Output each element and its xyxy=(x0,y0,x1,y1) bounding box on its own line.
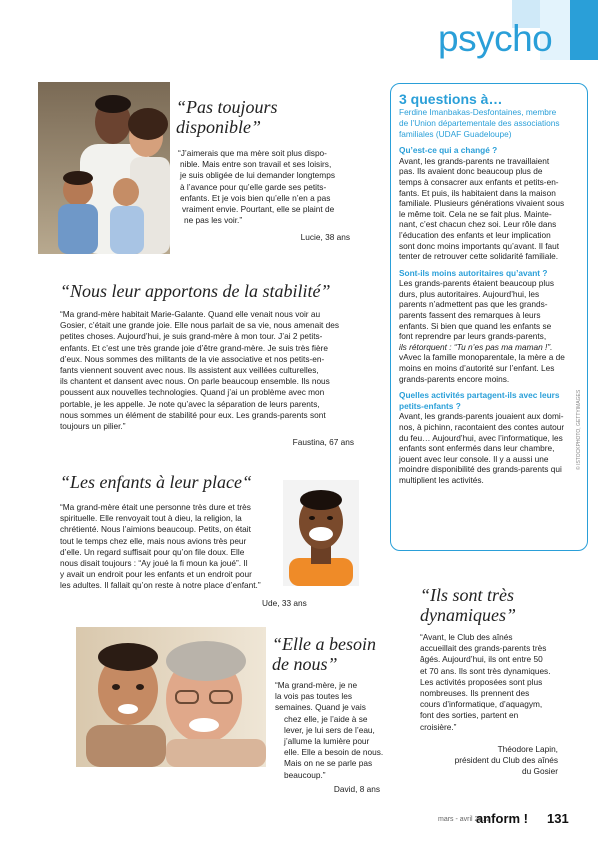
photo-credit: © ISTOCKPHOTO, GETTYIMAGES xyxy=(576,389,582,470)
quote2-signature: Faustina, 67 ans xyxy=(292,437,354,447)
quote1-title: “Pas toujours disponible” xyxy=(176,97,278,138)
sidebar-title: 3 questions à… xyxy=(399,91,503,107)
sidebar-question-1: Qu’est-ce qui a changé ? xyxy=(399,145,498,156)
sidebar-answer-2: Les grands-parents étaient beaucoup plus durs, plus autoritaires. Aujourd’hui, les parents n’admettent pas que les grands- parents fassent des remarques à leurs enfants. Si bien que quand les enfants se font reprendre par leurs grands-parents, ils rétorquent : “Tu n’es pas ma maman !”. vAvec la famille monoparentale, la mère a de moins en moins d’autorité sur l’enfant. Les grands-parents encore moins. xyxy=(399,278,565,384)
sidebar-answer-1: Avant, les grands-parents ne travaillaient pas. Ils avaient donc beaucoup plus de temps à consacrer aux enfants et petits-en- fants. Et puis, ils habitaient dans la maison familiale. Plusieurs générations vivaient sous le même toit. Cela ne se fait plus. Mainte- nant, c’est chacun chez soi. Leur rôle dans l’éducation des enfants et leur implication sont donc moins importants qu’avant. Il faut tenter de retrouver cette solidarité familiale. xyxy=(399,155,565,262)
quote1-body: “J’aimerais que ma mère soit plus dispo- nible. Mais entre son travail et ses loisirs, je suis obligée de lui demander longtemps à l’avance pour qu’elle garde ses petits- enfants. Et je vois bien qu’elle n’en a pas vraiment envie. Pourtant, elle se plaint de ne pas les voir.” xyxy=(178,148,335,226)
sidebar-answer-3: Avant, les grands-parents jouaient aux domi- nos, à pichinn, racontaient des contes autour du feu… Aujourd’hui, avec l’informatique, les enfants sont enfermés dans leur chambre, jouent avec leur console. Il y a aussi une moindre disponibilité des grands-parents qui multiplient les activités. xyxy=(399,411,565,485)
quote4-body: “Ma grand-mère, je ne la vois pas toutes les semaines. Quand je vais chez elle, je l’aide à se lever, je lui sers de l’eau, j’allume la lumière pour elle. Elle a besoin de nous. Mais on ne se parle pas beaucoup.” xyxy=(275,680,384,780)
quote4-title: “Elle a besoin de nous” xyxy=(272,634,376,675)
quote5-signature: Théodore Lapin, président du Club des aînés du Gosier xyxy=(454,744,558,777)
footer-brand: anform ! xyxy=(476,811,528,826)
sidebar-intro: Ferdine Imanbakas-Desfontaines, membre de l’Union départementale des associations familiales (UDAF Guadeloupe) xyxy=(399,107,560,139)
quote1-signature: Lucie, 38 ans xyxy=(300,232,350,242)
quote3-title: “Les enfants à leur place“ xyxy=(60,472,252,492)
quote5-body: “Avant, le Club des aînés accueillait des grands-parents très âgés. Aujourd’hui, ils ont entre 50 et 70 ans. Ils sont très dynamiques. Les activités proposées sont plus nombreuses. Ils prennent des cours d’informatique, d’aquagym, font des sorties, partent en croisière.” xyxy=(420,632,551,732)
quote5-title: “Ils sont très dynamiques” xyxy=(420,585,516,626)
man-photo xyxy=(283,480,359,586)
quote4-signature: David, 8 ans xyxy=(333,784,380,794)
section-title: psycho xyxy=(438,18,553,59)
quote2-body: “Ma grand-mère habitait Marie-Galante. Quand elle venait nous voir au Gosier, c’était une grande joie. Elle nous parlait de sa vie, nous amenait des petites choses. Aujourd’hui, je suis grand-mère à mon tour. J’ai 2 petits- enfants. Et c’est une très grande joie d’être grand-mère. Je suis très fière d’eux. Nous sommes des militants de la vie associative et nos petits-en- fants viennent souvent avec nous. Ils assistent aux veillées culturelles, ils chantent et dansent avec nous. On parle beaucoup ensemble. Ils nous poussent aux nouvelles technologies. Quand j’ai un problème avec mon portable, je les appelle. Je note qu’avec la séparation de leurs parents, nous sommes un élément de stabilité pour eux. Les grands-parents sont toujours un pilier.” xyxy=(60,309,340,432)
grandmother-child-photo xyxy=(76,627,266,767)
page-number: 131 xyxy=(547,811,569,826)
sidebar-question-2: Sont-ils moins autoritaires qu’avant ? xyxy=(399,267,548,278)
quote2-title: “Nous leur apportons de la stabilité” xyxy=(60,281,331,301)
quote3-signature: Ude, 33 ans xyxy=(262,598,307,608)
family-photo xyxy=(38,82,170,254)
sidebar-question-3: Quelles activités partagent-ils avec leurs petits-enfants ? xyxy=(399,390,560,411)
sidebar-interview xyxy=(390,83,588,551)
footer-date: mars - avril 2012 xyxy=(438,816,491,823)
quote3-body: “Ma grand-mère était une personne très dure et très spirituelle. Elle renvoyait tout à dieu, la religion, la chrétienté. Nous l’aimions beaucoup. Petits, on était tout le temps chez elle, mais nous avions très peur d’elle. Un regard suffisait pour qu’on file doux. Elle nous disait toujours : “Ay joué la fi moun ka joué”. Il y avait un endroit pour les enfants et un endroit pour les adultes. Il fallait qu’on reste à notre place d’enfant.” xyxy=(60,502,261,591)
